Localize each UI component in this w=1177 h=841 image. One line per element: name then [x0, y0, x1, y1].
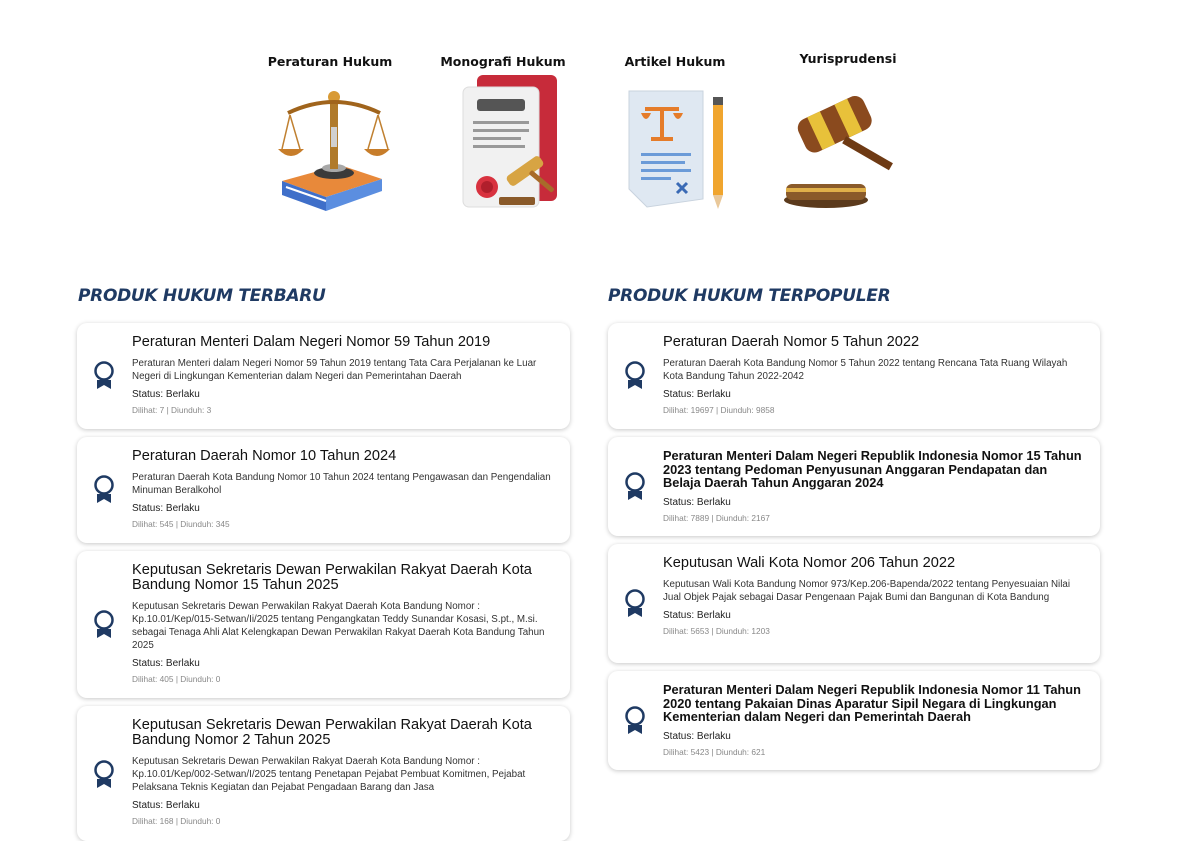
card-title: Keputusan Sekretaris Dewan Perwakilan Rakyat Daerah Kota Bandung Nomor 15 Tahun 2025 — [132, 562, 532, 593]
card-stats: Dilihat: 19697 | Diunduh: 9858 — [663, 405, 775, 415]
category-monografi-hukum[interactable] — [436, 54, 570, 219]
card-title: Peraturan Menteri Dalam Negeri Nomor 59 Tahun 2019 — [132, 334, 491, 350]
document-with-gavel-icon — [443, 69, 563, 219]
card-title: Peraturan Menteri Dalam Negeri Republik Indonesia Nomor 11 Tahun 2020 tentang Pakaian Dinas Aparatur Sipil Negara di Lingkungan Kementerian dalam Negeri dan Pemerintah Daerah — [663, 682, 1081, 724]
card-description: Peraturan Menteri dalam Negeri Nomor 59 Tahun 2019 tentang Tata Cara Perjalanan ke Luar Negeri di Lingkungan Kementerian dalam Negeri dan Pemerintahan Daerah — [132, 358, 537, 382]
latest-card[interactable] — [77, 323, 570, 429]
popular-card[interactable] — [608, 437, 1100, 536]
scales-on-book-icon — [270, 69, 390, 219]
award-badge-icon — [623, 705, 647, 737]
card-stats: Dilihat: 5653 | Diunduh: 1203 — [663, 626, 770, 636]
card-title: Peraturan Daerah Nomor 10 Tahun 2024 — [132, 448, 397, 464]
card-stats: Dilihat: 7889 | Diunduh: 2167 — [663, 512, 770, 523]
latest-card[interactable] — [77, 437, 570, 543]
card-description: Peraturan Daerah Kota Bandung Nomor 5 Tahun 2022 tentang Rencana Tata Ruang Wilayah Kota Bandung Tahun 2022-2042 — [663, 358, 1068, 382]
card-status: Status: Berlaku — [132, 658, 200, 669]
card-status: Status: Berlaku — [132, 389, 200, 400]
card-status: Status: Berlaku — [132, 800, 200, 811]
card-status: Status: Berlaku — [663, 496, 731, 508]
award-badge-icon — [623, 471, 647, 503]
popular-card[interactable] — [608, 671, 1100, 770]
card-title: Keputusan Sekretaris Dewan Perwakilan Rakyat Daerah Kota Bandung Nomor 2 Tahun 2025 — [132, 717, 532, 748]
card-description: Peraturan Daerah Kota Bandung Nomor 10 Tahun 2024 tentang Pengawasan dan Pengendalian Minuman Beralkohol — [132, 472, 551, 496]
card-stats: Dilihat: 168 | Diunduh: 0 — [132, 816, 221, 826]
card-title: Keputusan Wali Kota Nomor 206 Tahun 2022 — [663, 555, 956, 571]
award-badge-icon — [623, 360, 647, 392]
category-label: Monografi Hukum — [440, 54, 566, 69]
award-badge-icon — [92, 759, 116, 791]
card-title: Peraturan Daerah Nomor 5 Tahun 2022 — [663, 334, 920, 350]
card-stats: Dilihat: 545 | Diunduh: 345 — [132, 519, 230, 529]
category-artikel-hukum[interactable] — [612, 54, 738, 219]
card-stats: Dilihat: 405 | Diunduh: 0 — [132, 674, 221, 684]
card-status: Status: Berlaku — [132, 503, 200, 514]
section-title-popular: PRODUK HUKUM TERPOPULER — [608, 286, 891, 306]
popular-card[interactable] — [608, 323, 1100, 429]
card-description: Keputusan Sekretaris Dewan Perwakilan Rakyat Daerah Kota Bandung Nomor : Kp.10.01/Kep/015-Setwan/Ii/2025 tentang Pengangkatan Teddy Sunandar Kosasi, S.pt., M.si. sebagai Tenaga Ahli Alat Kelengkapan Dewan Perwakilan Rakyat Daerah Kota Bandung Tahun 2025 — [132, 601, 545, 651]
award-badge-icon — [92, 474, 116, 506]
award-badge-icon — [92, 609, 116, 641]
category-label: Yurisprudensi — [799, 51, 897, 66]
category-label: Peraturan Hukum — [267, 54, 393, 69]
card-description: Keputusan Sekretaris Dewan Perwakilan Rakyat Daerah Kota Bandung Nomor : Kp.10.01/Kep/002-Setwan/I/2025 tentang Penetapan Pejabat Pembuat Komitmen, Pejabat Pelaksana Teknis Kegiatan dan Pejabat Pengadaan Barang dan Jasa — [132, 756, 526, 793]
card-stats: Dilihat: 5423 | Diunduh: 621 — [663, 746, 766, 757]
latest-card[interactable] — [77, 551, 570, 698]
card-title: Peraturan Menteri Dalam Negeri Republik Indonesia Nomor 15 Tahun 2023 tentang Pedoman Penyusunan Anggaran Pendapatan dan Belaja Daerah Tahun Anggaran 2024 — [663, 448, 1082, 490]
card-status: Status: Berlaku — [663, 730, 731, 742]
gavel-icon — [778, 66, 918, 216]
category-peraturan-hukum[interactable] — [262, 54, 398, 219]
category-label: Artikel Hukum — [624, 54, 726, 69]
latest-card[interactable] — [77, 706, 570, 841]
award-badge-icon — [623, 588, 647, 620]
popular-card[interactable] — [608, 544, 1100, 663]
card-status: Status: Berlaku — [663, 389, 731, 400]
card-stats: Dilihat: 7 | Diunduh: 3 — [132, 405, 212, 415]
article-with-pencil-icon — [615, 69, 735, 219]
card-status: Status: Berlaku — [663, 610, 731, 621]
award-badge-icon — [92, 360, 116, 392]
card-description: Keputusan Wali Kota Bandung Nomor 973/Kep.206-Bapenda/2022 tentang Penyesuaian Nilai Jual Objek Pajak sebagai Dasar Pengenaan Pajak Bumi dan Bangunan di Kota Bandung — [663, 579, 1071, 603]
category-yurisprudensi[interactable] — [778, 51, 918, 216]
section-title-latest: PRODUK HUKUM TERBARU — [78, 286, 326, 306]
